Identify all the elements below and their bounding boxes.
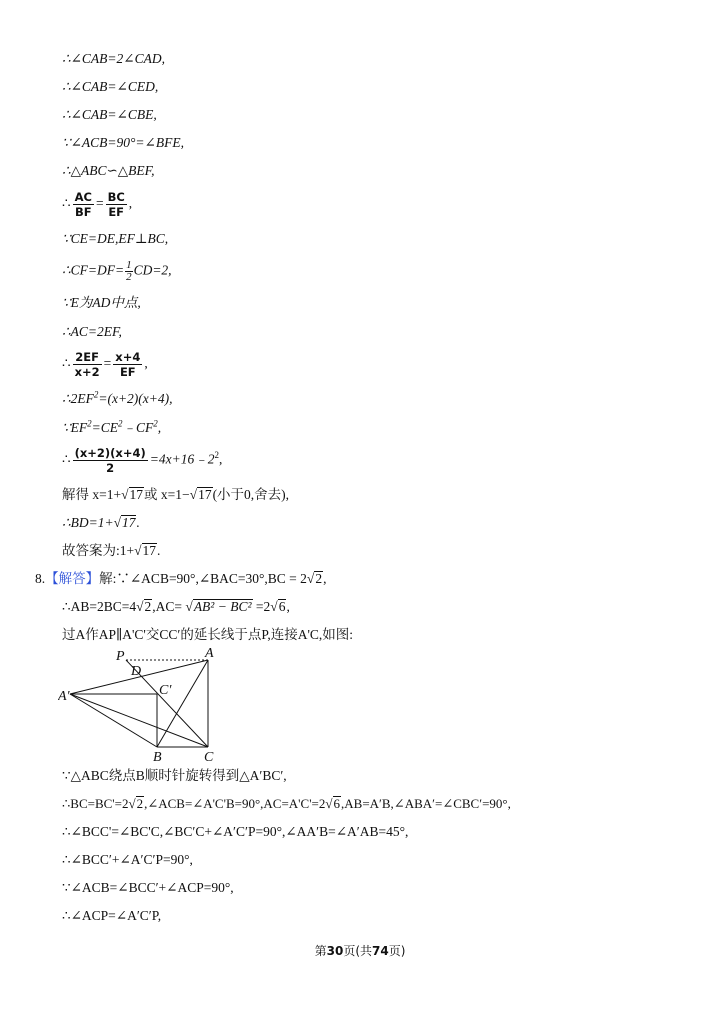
proof-line-25: ∵∠ACB=∠BCC′+∠ACP=90°,	[62, 880, 234, 895]
page-total: 74	[372, 944, 389, 958]
fraction-denominator: 2	[106, 461, 115, 475]
fraction-numerator: x+4	[115, 350, 141, 364]
punctuation: ,	[144, 355, 148, 371]
equals-sign: =	[103, 355, 112, 371]
proof-line-11	[62, 350, 148, 379]
text-segment: 解得 x=1+	[62, 487, 122, 502]
text-segment: ﹣CF	[122, 420, 154, 435]
proof-line-23: ∴∠BCC'=∠BC'C,∠BC′C+∠A′C′P=90°,∠AA′B=∠A′AB=45°,	[62, 824, 409, 839]
fraction-denominator: EF	[108, 205, 125, 219]
superscript: 2	[214, 450, 219, 461]
text-segment: ,AC=	[152, 599, 186, 614]
proof-line-17	[62, 542, 160, 560]
superscript: 2	[117, 418, 123, 429]
proof-line-7: ∵CE=DE,EF⊥BC,	[62, 231, 169, 246]
fraction-denominator: 2	[126, 271, 132, 283]
fraction-denominator: EF	[119, 365, 136, 379]
text-segment: ,AB=A′B,∠ABA′=∠CBC′=90°,	[341, 796, 511, 811]
sqrt-2: √2	[136, 599, 152, 614]
fraction-numerator: 1	[126, 259, 132, 271]
sqrt-17: √17	[121, 487, 144, 502]
proof-line-16	[62, 514, 140, 532]
fraction-numerator: 2EF	[73, 350, 102, 365]
text-segment: (小于0,舍去),	[212, 487, 290, 502]
text-segment: ∴BD=1+	[62, 515, 114, 530]
fraction-numerator: (x+2)(x+4)	[74, 446, 146, 460]
label-a-prime: A′	[58, 689, 70, 704]
radicand: 17	[121, 515, 136, 530]
label-c: C	[204, 750, 214, 764]
superscript: 2	[87, 418, 92, 429]
text-segment: =(x+2)(x+4),	[98, 391, 173, 406]
question-number: 8.	[35, 571, 46, 586]
sqrt-17: √17	[134, 543, 157, 558]
text-segment: 故答案为:1+	[62, 543, 135, 558]
sqrt-6: √6	[270, 599, 286, 614]
footer-text: 第	[314, 944, 327, 958]
label-b: B	[153, 750, 162, 764]
proof-line-8	[62, 260, 172, 283]
proof-line-21: ∵△ABC绕点B顺时针旋转得到△A′BC′,	[62, 768, 287, 783]
fraction-bc-ef	[106, 190, 127, 219]
proof-line-10: ∴AC=2EF,	[62, 324, 122, 339]
sqrt-ab2-bc2: √AB² − BC²	[185, 599, 252, 614]
sqrt-17: √17	[113, 515, 136, 530]
radicand: 6	[333, 796, 341, 811]
equals-sign: =	[95, 195, 104, 211]
page-footer	[0, 942, 720, 959]
proof-line-5: ∴△ABC∽△BEF,	[62, 163, 155, 178]
proof-line-12	[62, 390, 173, 408]
radicand: 17	[129, 487, 144, 502]
text-segment: CD=2,	[133, 262, 172, 278]
proof-line-9: ∵E为AD中点,	[62, 295, 141, 310]
proof-line-22	[62, 795, 511, 813]
answer-tag: 【解答】	[45, 571, 100, 586]
radicand: 2	[144, 599, 152, 614]
proof-line-14	[62, 446, 222, 475]
text-segment: =4x+16﹣2	[149, 451, 215, 467]
fraction-denominator: x+2	[74, 365, 100, 379]
fraction-2ef-x2	[73, 350, 102, 379]
text-segment: ∴AB=2BC=4	[62, 599, 137, 614]
proof-line-2: ∴∠CAB=∠CED,	[62, 79, 159, 94]
radicand: 17	[198, 487, 212, 502]
radicand: 2	[315, 571, 323, 586]
fraction-x4-ef	[113, 350, 142, 379]
proof-line-3: ∴∠CAB=∠CBE,	[62, 107, 157, 122]
proof-line-13	[62, 419, 161, 437]
fraction-denominator: BF	[74, 205, 92, 219]
text-segment: .	[136, 515, 140, 530]
radicand: 2	[136, 796, 144, 811]
fraction-one-half	[125, 260, 133, 283]
radicand: 6	[278, 599, 286, 614]
label-a: A	[205, 646, 214, 661]
text-segment: ,	[323, 571, 327, 586]
sqrt-6: √6	[325, 796, 341, 811]
text-segment: ,	[286, 599, 290, 614]
text-segment: ,	[218, 451, 223, 467]
text-segment: ∴BC=BC'=2	[62, 796, 129, 811]
text-segment: .	[157, 543, 161, 558]
text-segment: ,∠ACB=∠A'C'B=90°,AC=A'C'=2	[144, 796, 326, 811]
text-segment: ∴2EF	[62, 391, 94, 406]
fraction-numerator: AC	[74, 190, 92, 204]
segment-ab	[157, 660, 208, 747]
text-segment: 或 x=1−	[144, 487, 190, 502]
therefore-symbol: ∴	[62, 195, 71, 211]
text-segment: =CE	[91, 420, 118, 435]
proof-line-6	[62, 190, 132, 219]
segment-a-prime-b	[70, 694, 157, 747]
proof-line-20: 过A作AP∥A'C'交CC′的延长线于点P,连接A'C,如图:	[62, 627, 354, 642]
proof-line-1: ∴∠CAB=2∠CAD,	[62, 51, 165, 66]
proof-line-19	[62, 598, 290, 616]
therefore-symbol: ∴	[62, 355, 71, 371]
fraction-ac-bf	[73, 190, 94, 219]
geometry-figure	[58, 644, 228, 764]
superscript: 2	[93, 389, 99, 400]
sqrt-17: √17	[189, 487, 212, 502]
therefore-symbol: ∴	[62, 451, 71, 467]
label-p: P	[116, 649, 125, 664]
text-segment: 解:∵∠ACB=90°,∠BAC=30°,BC = 2	[99, 571, 307, 586]
fraction-numerator: BC	[107, 190, 125, 204]
label-d: D	[131, 664, 142, 679]
footer-text: 页(共	[343, 944, 372, 958]
footer-text: 页)	[388, 944, 406, 958]
segment-a-prime-c	[70, 694, 208, 747]
sqrt-2: √2	[306, 571, 323, 586]
superscript: 2	[153, 418, 158, 429]
text-segment: ∴CF=DF=	[62, 262, 125, 278]
text-segment: ,	[157, 420, 162, 435]
text-segment: =2	[252, 599, 271, 614]
proof-line-26: ∴∠ACP=∠A′C′P,	[62, 908, 162, 923]
punctuation: ,	[128, 195, 133, 211]
text-segment: ∵EF	[62, 420, 88, 435]
question-8-header	[35, 570, 326, 588]
fraction-product-over-2	[73, 446, 148, 475]
radicand: 17	[142, 543, 157, 558]
label-c-prime: C′	[159, 683, 172, 698]
proof-line-24: ∴∠BCC′+∠A′C′P=90°,	[62, 852, 193, 867]
page-number: 30	[326, 944, 344, 958]
proof-line-4: ∵∠ACB=90°=∠BFE,	[62, 135, 184, 150]
sqrt-2: √2	[128, 796, 144, 811]
proof-line-15	[62, 486, 289, 504]
radicand: AB² − BC²	[193, 599, 252, 614]
